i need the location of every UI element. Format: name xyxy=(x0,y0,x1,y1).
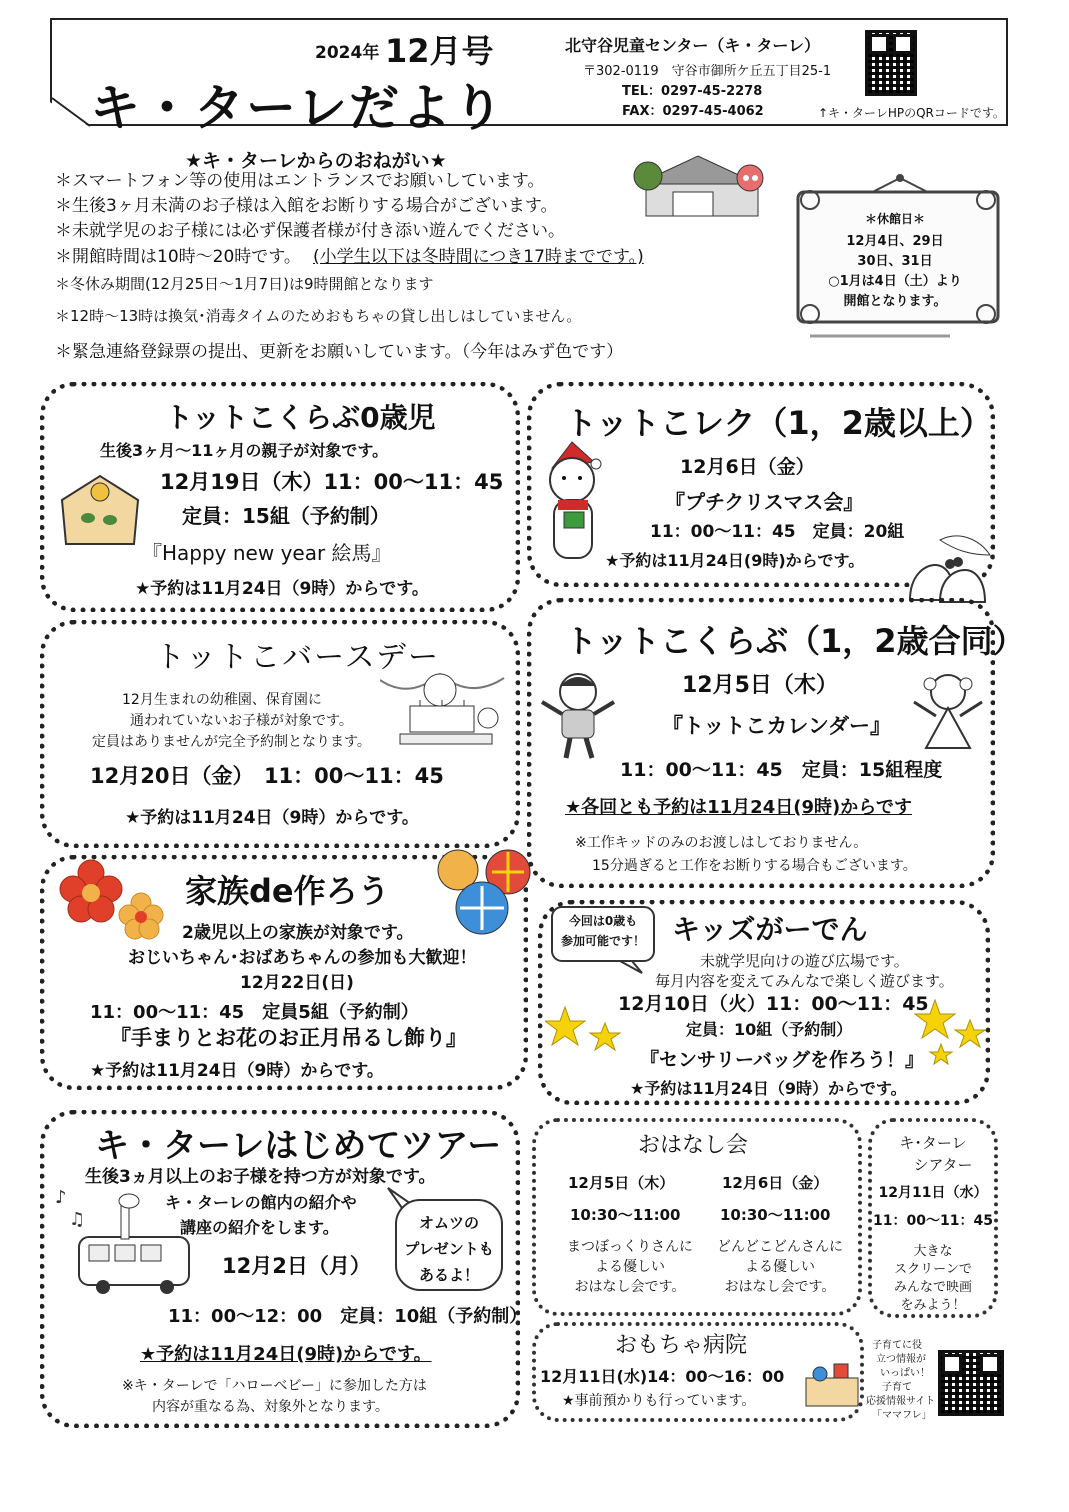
notice-item: ＊生後3ヶ月未満のお子様は入館をお断りする場合がございます。 xyxy=(55,196,558,216)
tottoko-0-target: 生後3ヶ月～11ヶ月の親子が対象です。 xyxy=(100,441,389,460)
flowers-illustration xyxy=(55,855,165,940)
theater-line: 大きな xyxy=(913,1244,953,1259)
notice-item: ＊未就学児のお子様には必ず保護者様が付き添い遊んでください。 xyxy=(55,221,565,241)
temari-balls-illustration xyxy=(430,842,550,937)
tottoko-12-date: 12月5日（木） xyxy=(682,673,838,698)
birthday-reserve: ★予約は11月24日（9時）からです。 xyxy=(125,808,419,828)
newsletter-title: キ・ターレだより xyxy=(90,79,505,137)
tottoko-12-title: トットこくらぶ（1，2歳合同） xyxy=(565,622,1025,660)
family-reserve: ★予約は11月24日（9時）からです。 xyxy=(90,1061,384,1081)
qr-caption: ↑キ・ターレHPのQRコードです。 xyxy=(818,106,1005,120)
tottoko-12-time: 11：00～11：45 定員：15組程度 xyxy=(620,759,943,781)
mamafure-text: 応援情報サイト xyxy=(866,1396,936,1407)
story-left-line: よる優しい xyxy=(595,1259,665,1275)
story-right-line: どんどこどんさんに xyxy=(717,1239,843,1255)
tour-date: 12月2日（月） xyxy=(222,1254,371,1278)
toy-hospital-title: おもちゃ病院 xyxy=(615,1333,748,1358)
building-illustration xyxy=(628,148,768,220)
story-left-line: まつぼっくりさんに xyxy=(567,1239,693,1255)
issue-year: 2024年 xyxy=(315,43,380,63)
family-time: 11：00～11：45 定員5組（予約制） xyxy=(90,1002,419,1023)
family-title: 家族de作ろう xyxy=(185,872,390,910)
story-right-line: よる優しい xyxy=(745,1259,815,1275)
tour-target: 生後3ヵ月以上のお子様を持つ方が対象です。 xyxy=(85,1167,436,1187)
postal-address: 〒302-0119 守谷市御所ケ丘五丁目25-1 xyxy=(583,64,832,79)
notice-item: ＊緊急連絡登録票の提出、更新をお願いしています。（今年はみず色です） xyxy=(55,342,624,362)
tottoko-0-datetime: 12月19日（木）11：00～11：45 xyxy=(160,470,504,494)
family-line: 2歳児以上の家族が対象です。 xyxy=(182,923,414,943)
story-left-date: 12月5日（木） xyxy=(568,1174,675,1192)
mamafure-qr-code[interactable] xyxy=(938,1350,1004,1416)
tottoko-rec-date: 12月6日（金） xyxy=(680,456,815,478)
birthday-datetime: 12月20日（金） 11：00～11：45 xyxy=(90,764,444,788)
mamafure-text: 「ママフレ」 xyxy=(872,1410,932,1421)
story-right-time: 10:30～11:00 xyxy=(720,1206,831,1224)
theater-title: シアター xyxy=(913,1156,973,1174)
stars-left-illustration xyxy=(545,1005,635,1065)
story-title: おはなし会 xyxy=(638,1133,749,1158)
kids-line: 毎月内容を変えてみんなで楽しく遊びます。 xyxy=(655,972,954,990)
story-left-line: おはなし会です。 xyxy=(574,1279,686,1295)
mamafure-text: 立つ情報が xyxy=(876,1354,926,1365)
kids-datetime: 12月10日（火）11：00～11：45 xyxy=(618,993,929,1015)
family-line: おじいちゃん･おばあちゃんの参加も大歓迎！ xyxy=(128,948,477,968)
notice-item: ＊12時～13時は換気･消毒タイムのためおもちゃの貸し出しはしていません。 xyxy=(55,307,582,325)
family-theme: 『手まりとお花のお正月吊るし飾り』 xyxy=(110,1026,467,1050)
tour-time: 11：00～12：00 定員：10組（予約制） xyxy=(168,1306,528,1327)
closed-line: ○1月は4日（土）より xyxy=(828,274,962,289)
toy-hospital-datetime: 12月11日(水)14：00～16：00 xyxy=(540,1367,785,1386)
tour-bubble-text: プレゼントも xyxy=(404,1240,494,1258)
theater-title: キ･ターレ xyxy=(899,1134,967,1152)
mamafure-text: いっぱい！ xyxy=(880,1368,930,1379)
closed-line: 開館となります。 xyxy=(843,294,947,309)
tour-reserve: ★予約は11月24日(9時)からです。 xyxy=(140,1344,432,1365)
tottoko-0-capacity: 定員：15組（予約制） xyxy=(182,504,390,528)
tottoko-rec-title: トットこレク（1，2歳以上） xyxy=(565,404,992,442)
tottoko-rec-reserve: ★予約は11月24日(9時)からです。 xyxy=(605,551,865,570)
tour-note: 内容が重なる為、対象外となります。 xyxy=(152,1399,389,1415)
notice-item: ＊冬休み期間(12月25日～1月7日)は9時開館となります xyxy=(55,275,434,293)
mamafure-text: 子育て xyxy=(882,1382,912,1393)
closed-line: 30日、31日 xyxy=(857,254,933,269)
closed-line: 12月4日、29日 xyxy=(846,234,944,249)
story-left-time: 10:30～11:00 xyxy=(570,1206,681,1224)
tottoko-12-note: ※工作キッドのみのお渡しはしておりません。 xyxy=(575,835,868,851)
kids-capacity: 定員：10組（予約制） xyxy=(686,1020,853,1039)
tottoko-rec-theme: 『プチクリスマス会』 xyxy=(665,490,864,514)
tour-bubble-text: あるよ！ xyxy=(418,1266,479,1284)
website-qr-code[interactable] xyxy=(865,30,917,96)
kids-theme: 『センサリーバッグを作ろう！』 xyxy=(640,1049,925,1071)
notice-heading: ★キ・ターレからのおねがい★ xyxy=(185,150,447,172)
kids-line: 未就学児向けの遊び広場です。 xyxy=(700,952,909,970)
birthday-title: トットこバースデー xyxy=(155,640,440,675)
giraffe-bus-illustration xyxy=(55,1185,195,1295)
kids-title: キッズがーでん xyxy=(672,913,868,946)
svg-text:♫: ♫ xyxy=(69,1209,86,1230)
fax-number: FAX：0297-45-4062 xyxy=(622,104,764,119)
birthday-line: 定員はありませんが完全予約制となります。 xyxy=(92,734,371,750)
issue-month: 12月号 xyxy=(385,32,494,70)
kids-bubble-text: 今回は0歳も xyxy=(568,914,638,928)
toy-hospital-note: ★事前預かりも行っています。 xyxy=(562,1393,756,1409)
kids-reserve: ★予約は11月24日（9時）からです。 xyxy=(630,1079,907,1098)
family-date: 12月22日(日) xyxy=(240,973,354,993)
closed-label: ＊休館日＊ xyxy=(864,212,925,226)
tour-bubble-text: オムツの xyxy=(418,1214,479,1232)
birthday-line: 通われていないお子様が対象です。 xyxy=(130,713,353,729)
tel-number: TEL：0297-45-2278 xyxy=(622,84,763,99)
center-name: 北守谷児童センター（キ・ターレ） xyxy=(565,36,821,55)
theater-line: をみよう！ xyxy=(900,1298,966,1313)
tour-title: キ・ターレはじめてツアー xyxy=(95,1126,502,1166)
child-boy-illustration xyxy=(538,668,618,763)
tottoko-0-title: トットこくらぶ0歳児 xyxy=(165,401,436,434)
polar-bear-santa-illustration xyxy=(540,440,605,565)
child-girl-illustration xyxy=(908,668,988,758)
mamafure-text: 子育てに役 xyxy=(872,1340,922,1351)
tour-note: ※キ・ターレで「ハローベビー」に参加した方は xyxy=(122,1378,427,1394)
tottoko-12-note: 15分過ぎると工作をお断りする場合もございます。 xyxy=(592,858,917,874)
tottoko-12-theme: 『トットこカレンダー』 xyxy=(662,714,892,738)
ema-plaque-illustration xyxy=(58,470,142,548)
theater-date: 12月11日（水） xyxy=(878,1185,988,1201)
stars-right-illustration xyxy=(905,998,990,1068)
toy-box-illustration xyxy=(800,1360,864,1410)
theater-line: みんなで映画 xyxy=(893,1280,972,1295)
notice-item: ＊スマートフォン等の使用はエントランスでお願いしています。 xyxy=(55,171,545,191)
winter-hours-note: (小学生以下は冬時間につき17時までです。) xyxy=(313,247,644,267)
story-right-date: 12月6日（金） xyxy=(722,1174,829,1192)
notice-item: ＊開館時間は10時～20時です。 xyxy=(55,247,301,267)
tottoko-rec-time: 11：00～11：45 定員：20組 xyxy=(650,522,905,542)
story-right-line: おはなし会です。 xyxy=(724,1279,836,1295)
kids-bubble-text: 参加可能です！ xyxy=(560,934,645,948)
tottoko-12-reserve: ★各回とも予約は11月24日(9時)からです xyxy=(565,797,913,818)
tour-line: キ・ターレの館内の紹介や xyxy=(165,1193,357,1212)
theater-line: スクリーンで xyxy=(894,1262,972,1277)
tottoko-0-reserve: ★予約は11月24日（9時）からです。 xyxy=(135,579,429,599)
tour-line: 講座の紹介をします。 xyxy=(180,1218,339,1237)
birthday-line: 12月生まれの幼稚園、保育園に xyxy=(122,692,322,708)
tottoko-0-theme: 『Happy new year 絵馬』 xyxy=(142,541,392,565)
svg-text:♪: ♪ xyxy=(55,1187,67,1208)
birthday-party-illustration xyxy=(380,660,510,748)
theater-time: 11：00～11：45 xyxy=(873,1213,993,1229)
